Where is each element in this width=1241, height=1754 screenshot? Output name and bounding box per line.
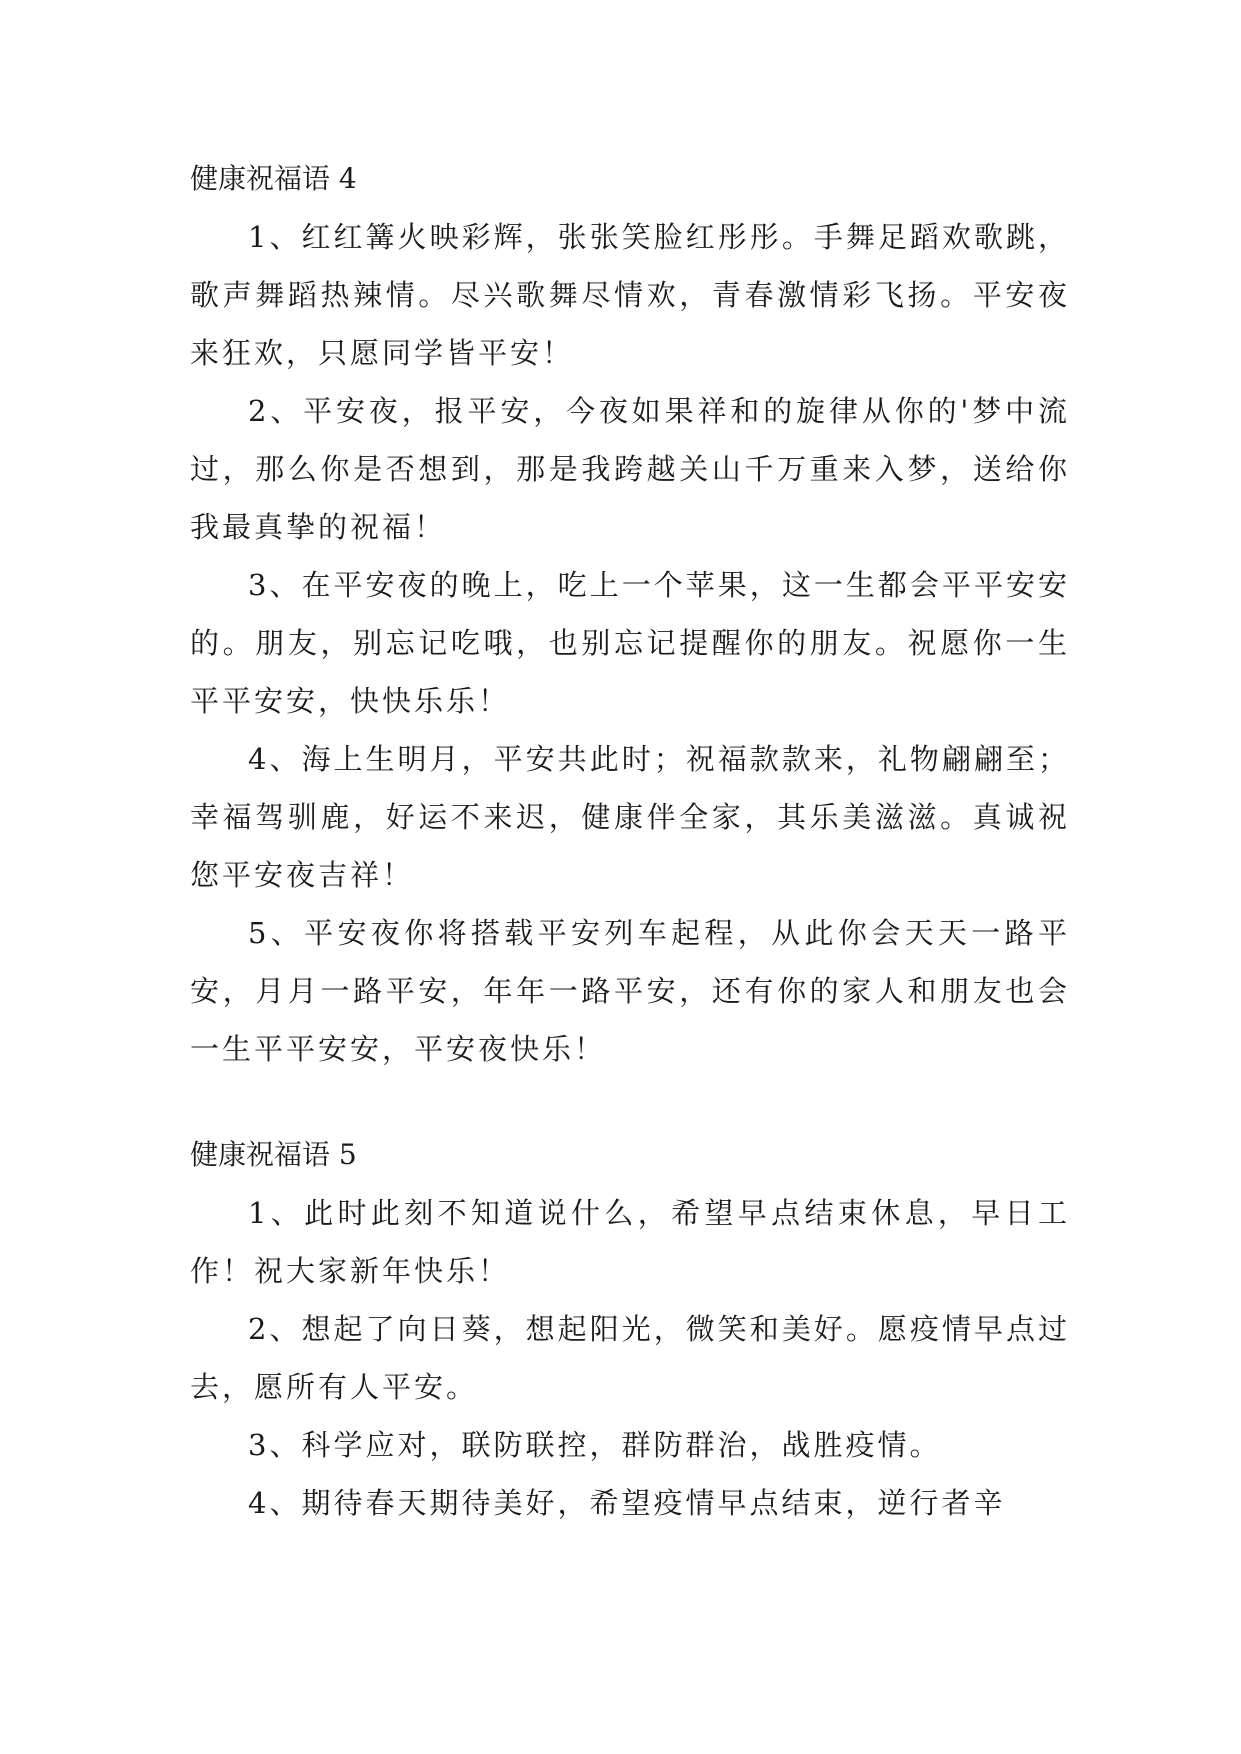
section-blessings-5	[190, 1126, 1070, 1532]
paragraph: 1、红红篝火映彩辉，张张笑脸红彤彤。手舞足蹈欢歌跳，歌声舞蹈热辣情。尽兴歌舞尽情欢，青春激情彩飞扬。平安夜来狂欢，只愿同学皆平安！	[190, 220, 1070, 370]
section-blessings-4	[190, 150, 1070, 1078]
paragraph: 3、科学应对，联防联控，群防群治，战胜疫情。	[248, 1428, 942, 1462]
paragraph: 1、此时此刻不知道说什么，希望早点结束休息，早日工作！祝大家新年快乐！	[190, 1196, 1070, 1288]
paragraph: 4、海上生明月，平安共此时；祝福款款来，礼物翩翩至；幸福驾驯鹿，好运不来迟，健康伴全家，其乐美滋滋。真诚祝您平安夜吉祥！	[190, 742, 1070, 892]
section-title: 健康祝福语 4	[190, 162, 357, 195]
document-page	[190, 150, 1070, 1532]
paragraph: 5、平安夜你将搭载平安列车起程，从此你会天天一路平安，月月一路平安，年年一路平安，还有你的家人和朋友也会一生平平安安，平安夜快乐！	[190, 916, 1070, 1066]
paragraph: 2、平安夜，报平安，今夜如果祥和的旋律从你的'梦中流过，那么你是否想到，那是我跨越关山千万重来入梦，送给你我最真挚的祝福！	[190, 394, 1070, 544]
paragraph: 4、期待春天期待美好，希望疫情早点结束，逆行者辛	[248, 1486, 1006, 1520]
paragraph: 2、想起了向日葵，想起阳光，微笑和美好。愿疫情早点过去，愿所有人平安。	[190, 1312, 1070, 1404]
paragraph: 3、在平安夜的晚上，吃上一个苹果，这一生都会平平安安的。朋友，别忘记吃哦，也别忘记提醒你的朋友。祝愿你一生平平安安，快快乐乐！	[190, 568, 1070, 718]
section-title: 健康祝福语 5	[190, 1138, 357, 1171]
